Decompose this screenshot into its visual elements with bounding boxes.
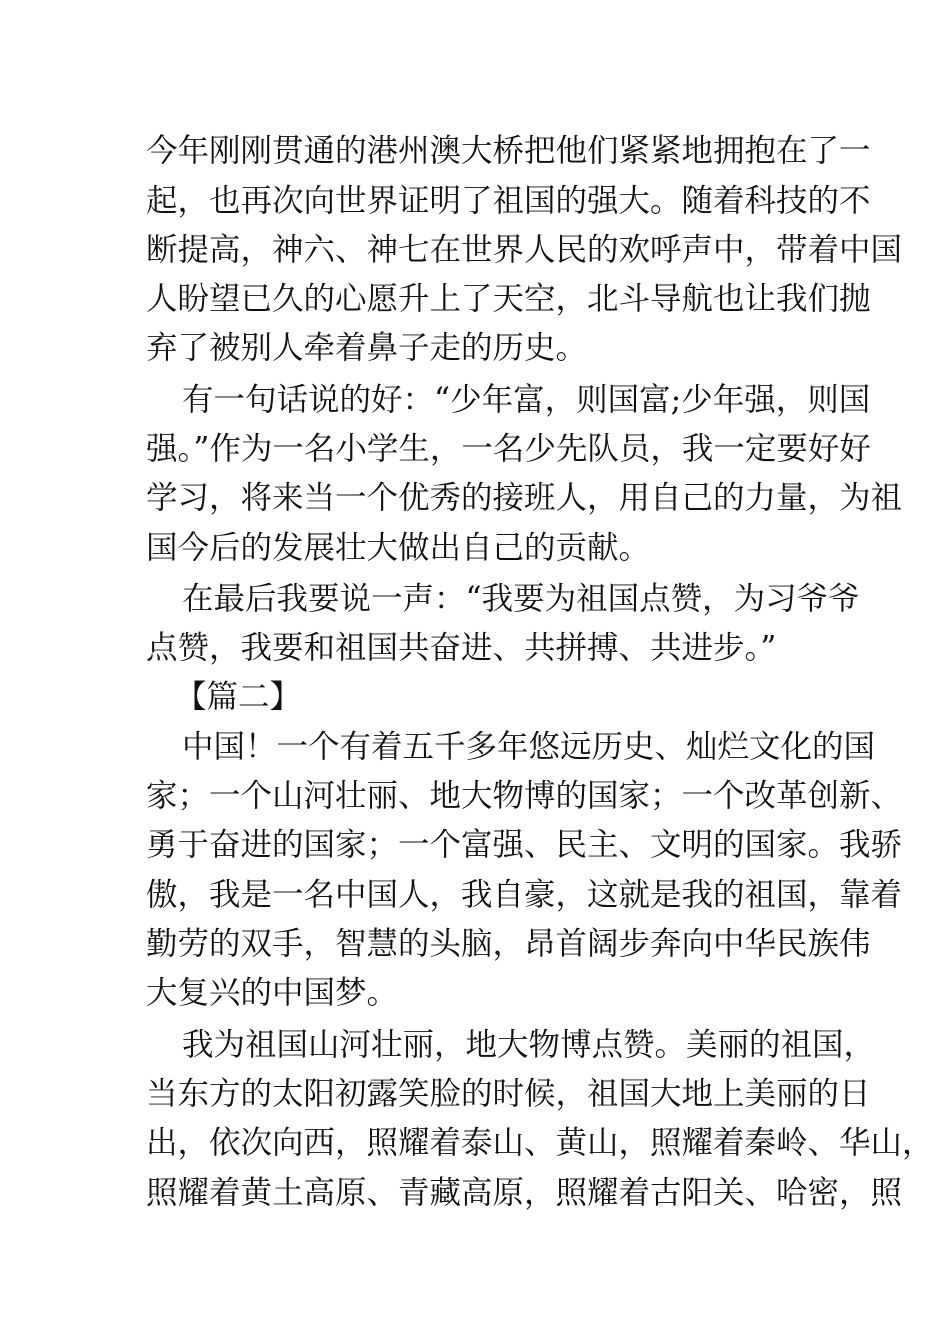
section-heading: 【篇二】 [175,679,302,715]
text-line: 学习，将来当一个优秀的接班人，用自己的力量，为祖 [146,480,903,516]
text-line: 中国！一个有着五千多年悠远历史、灿烂文化的国 [182,729,876,765]
text-line: 当东方的太阳初露笑脸的时候，祖国大地上美丽的日 [146,1076,871,1112]
text-line: 在最后我要说一声：“我要为祖国点赞，为习爷爷 [182,581,860,617]
text-line: 今年刚刚贯通的港州澳大桥把他们紧紧地拥抱在了一 [146,133,871,169]
text-line: 傲，我是一名中国人，我自豪，这就是我的祖国，靠着 [146,877,903,913]
text-line: 照耀着黄土高原、青藏高原，照耀着古阳关、哈密，照 [146,1175,903,1211]
text-line: 勇于奋进的国家；一个富强、民主、文明的国家。我骄 [146,827,903,863]
text-line: 大复兴的中国梦。 [146,975,399,1011]
text-line: 弃了被别人牵着鼻子走的历史。 [146,330,588,366]
text-line: 点赞，我要和祖国共奋进、共拼搏、共进步。” [146,630,777,666]
text-line: 有一句话说的好：“少年富，则国富;少年强，则国 [182,382,871,418]
text-line: 起，也再次向世界证明了祖国的强大。随着科技的不 [146,183,871,219]
text-line: 强。”作为一名小学生，一名少先队员，我一定要好好 [146,431,871,467]
text-line: 家；一个山河壮丽、地大物博的国家；一个改革创新、 [146,778,903,814]
text-line: 出，依次向西，照耀着泰山、黄山，照耀着秦岭、华山， [146,1125,934,1161]
text-line: 勤劳的双手，智慧的头脑，昂首阔步奔向中华民族伟 [146,926,871,962]
text-line: 断提高，神六、神七在世界人民的欢呼声中，带着中国 [146,232,903,268]
text-line: 我为祖国山河壮丽，地大物博点赞。美丽的祖国， [182,1027,876,1063]
text-line: 人盼望已久的心愿升上了天空，北斗导航也让我们抛 [146,281,871,317]
text-line: 国今后的发展壮大做出自己的贡献。 [146,530,651,566]
